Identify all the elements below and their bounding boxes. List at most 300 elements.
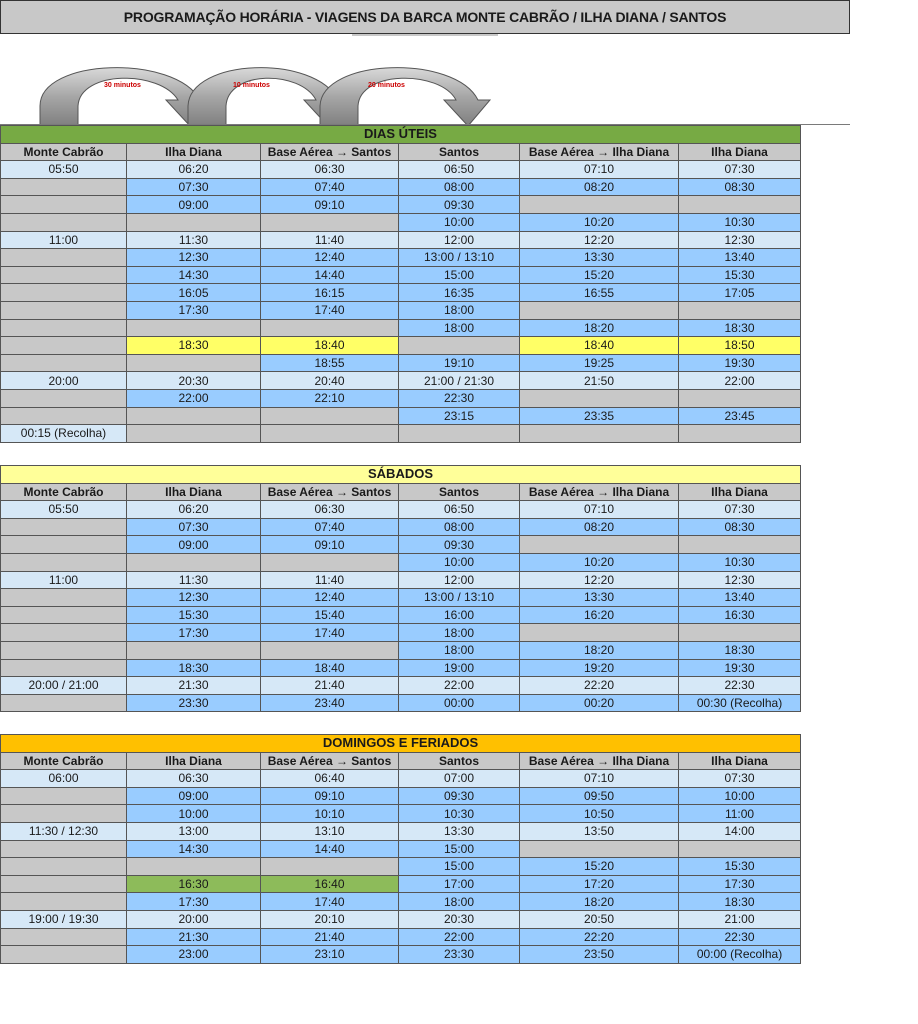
cell-base-aerea-santos: 20:40 [261, 372, 399, 390]
cell-santos: 18:00 [399, 624, 520, 642]
table-row [1, 875, 801, 893]
cell-santos: 20:30 [399, 910, 520, 928]
cell-santos: 09:30 [399, 536, 520, 554]
cell-ilha-diana-return: 16:30 [679, 606, 801, 624]
curved-arrow-icon [320, 68, 490, 126]
cell-santos: 13:00 / 13:10 [399, 249, 520, 267]
cell-santos: 17:00 [399, 875, 520, 893]
table-row [1, 606, 801, 624]
cell-ilha-diana: 23:30 [127, 694, 261, 712]
cell-monte-cabrao [1, 389, 127, 407]
cell-base-aerea-santos [261, 641, 399, 659]
cell-base-aerea-ilha-diana: 10:20 [520, 553, 679, 571]
table-row [1, 518, 801, 536]
cell-monte-cabrao: 11:30 / 12:30 [1, 822, 127, 840]
cell-ilha-diana-return: 07:30 [679, 770, 801, 788]
cell-base-aerea-ilha-diana: 18:20 [520, 319, 679, 337]
cell-santos: 07:00 [399, 770, 520, 788]
cell-monte-cabrao [1, 589, 127, 607]
cell-base-aerea-ilha-diana: 18:20 [520, 641, 679, 659]
cell-ilha-diana: 07:30 [127, 518, 261, 536]
schedule-table-sabados [0, 465, 801, 712]
cell-base-aerea-santos: 12:40 [261, 249, 399, 267]
table-row [1, 284, 801, 302]
cell-ilha-diana-return [679, 301, 801, 319]
cell-base-aerea-santos: 18:40 [261, 659, 399, 677]
cell-ilha-diana [127, 641, 261, 659]
cell-santos: 10:00 [399, 213, 520, 231]
cell-base-aerea-santos: 23:10 [261, 946, 399, 964]
table-row [1, 501, 801, 519]
table-row [1, 694, 801, 712]
cell-ilha-diana-return: 23:45 [679, 407, 801, 425]
cell-monte-cabrao [1, 787, 127, 805]
cell-santos: 08:00 [399, 178, 520, 196]
cell-monte-cabrao [1, 536, 127, 554]
cell-ilha-diana [127, 319, 261, 337]
curved-arrow-icon [40, 68, 212, 126]
cell-monte-cabrao [1, 805, 127, 823]
column-header-row [1, 143, 801, 161]
cell-base-aerea-santos: 06:30 [261, 161, 399, 179]
cell-ilha-diana-return: 12:30 [679, 231, 801, 249]
table-row [1, 354, 801, 372]
cell-base-aerea-ilha-diana: 07:10 [520, 161, 679, 179]
table-row [1, 319, 801, 337]
cell-ilha-diana: 18:30 [127, 659, 261, 677]
cell-ilha-diana-return [679, 624, 801, 642]
cell-santos: 22:00 [399, 928, 520, 946]
cell-ilha-diana-return [679, 536, 801, 554]
cell-ilha-diana-return: 08:30 [679, 178, 801, 196]
cell-base-aerea-santos [261, 407, 399, 425]
table-row [1, 536, 801, 554]
col-header-santos: Santos [399, 143, 520, 161]
cell-ilha-diana: 18:30 [127, 337, 261, 355]
cell-base-aerea-santos: 09:10 [261, 536, 399, 554]
cell-base-aerea-santos: 09:10 [261, 787, 399, 805]
cell-base-aerea-ilha-diana [520, 624, 679, 642]
cell-base-aerea-ilha-diana [520, 389, 679, 407]
cell-base-aerea-santos: 18:55 [261, 354, 399, 372]
cell-santos: 00:00 [399, 694, 520, 712]
cell-ilha-diana: 17:30 [127, 624, 261, 642]
cell-base-aerea-ilha-diana: 13:50 [520, 822, 679, 840]
cell-monte-cabrao [1, 858, 127, 876]
col-header-ilha-diana: Ilha Diana [127, 143, 261, 161]
col-header-ilha-diana: Ilha Diana [127, 752, 261, 770]
cell-santos: 18:00 [399, 319, 520, 337]
cell-ilha-diana: 09:00 [127, 196, 261, 214]
cell-ilha-diana-return: 08:30 [679, 518, 801, 536]
cell-ilha-diana [127, 858, 261, 876]
cell-base-aerea-ilha-diana: 22:20 [520, 677, 679, 695]
column-header-row [1, 483, 801, 501]
cell-base-aerea-ilha-diana: 17:20 [520, 875, 679, 893]
cell-base-aerea-santos: 07:40 [261, 518, 399, 536]
cell-monte-cabrao: 11:00 [1, 571, 127, 589]
table-title: DIAS ÚTEIS [1, 126, 801, 144]
cell-base-aerea-santos [261, 425, 399, 443]
cell-santos: 18:00 [399, 641, 520, 659]
cell-base-aerea-santos: 10:10 [261, 805, 399, 823]
cell-base-aerea-santos: 14:40 [261, 266, 399, 284]
table-row [1, 425, 801, 443]
cell-base-aerea-ilha-diana: 07:10 [520, 770, 679, 788]
table-row [1, 770, 801, 788]
cell-base-aerea-santos: 17:40 [261, 624, 399, 642]
cell-base-aerea-ilha-diana: 21:50 [520, 372, 679, 390]
schedule-table-dias-uteis [0, 125, 801, 443]
cell-ilha-diana: 06:20 [127, 161, 261, 179]
cell-base-aerea-santos: 11:40 [261, 571, 399, 589]
table-row [1, 372, 801, 390]
cell-base-aerea-santos: 11:40 [261, 231, 399, 249]
table-title-row [1, 466, 801, 484]
cell-santos: 19:10 [399, 354, 520, 372]
cell-santos: 16:35 [399, 284, 520, 302]
cell-base-aerea-ilha-diana: 10:20 [520, 213, 679, 231]
transit-arrows-diagram [0, 40, 500, 130]
table-title-row [1, 126, 801, 144]
cell-base-aerea-ilha-diana: 18:20 [520, 893, 679, 911]
col-header-base-aerea-santos: Base Aérea → Santos [261, 752, 399, 770]
cell-santos: 10:30 [399, 805, 520, 823]
cell-ilha-diana-return: 00:30 (Recolha) [679, 694, 801, 712]
arrow-label-2: 10 minutos [233, 82, 270, 89]
cell-ilha-diana-return: 11:00 [679, 805, 801, 823]
cell-base-aerea-ilha-diana: 07:10 [520, 501, 679, 519]
cell-base-aerea-ilha-diana: 20:50 [520, 910, 679, 928]
cell-monte-cabrao [1, 354, 127, 372]
table-row [1, 677, 801, 695]
cell-ilha-diana-return: 12:30 [679, 571, 801, 589]
table-row [1, 910, 801, 928]
table-row [1, 840, 801, 858]
cell-santos: 09:30 [399, 196, 520, 214]
cell-santos: 15:00 [399, 266, 520, 284]
title-underline [352, 34, 498, 36]
cell-base-aerea-santos: 15:40 [261, 606, 399, 624]
column-header-row [1, 752, 801, 770]
cell-ilha-diana: 06:20 [127, 501, 261, 519]
page-title [0, 0, 850, 34]
cell-santos: 15:00 [399, 840, 520, 858]
cell-ilha-diana-return: 10:30 [679, 553, 801, 571]
cell-ilha-diana: 06:30 [127, 770, 261, 788]
col-header-ilha-diana-return: Ilha Diana [679, 483, 801, 501]
cell-santos: 16:00 [399, 606, 520, 624]
cell-ilha-diana-return: 10:30 [679, 213, 801, 231]
cell-base-aerea-ilha-diana: 19:25 [520, 354, 679, 372]
cell-ilha-diana-return: 22:30 [679, 677, 801, 695]
cell-ilha-diana-return: 14:00 [679, 822, 801, 840]
table-row [1, 249, 801, 267]
cell-ilha-diana-return: 21:00 [679, 910, 801, 928]
cell-santos [399, 337, 520, 355]
cell-ilha-diana-return [679, 425, 801, 443]
table-row [1, 178, 801, 196]
cell-ilha-diana-return: 07:30 [679, 161, 801, 179]
cell-base-aerea-santos: 20:10 [261, 910, 399, 928]
cell-base-aerea-ilha-diana [520, 301, 679, 319]
cell-ilha-diana-return: 13:40 [679, 249, 801, 267]
cell-monte-cabrao: 11:00 [1, 231, 127, 249]
cell-ilha-diana: 13:00 [127, 822, 261, 840]
cell-ilha-diana: 23:00 [127, 946, 261, 964]
cell-base-aerea-santos [261, 553, 399, 571]
cell-base-aerea-santos: 23:40 [261, 694, 399, 712]
cell-santos: 09:30 [399, 787, 520, 805]
cell-monte-cabrao [1, 659, 127, 677]
cell-ilha-diana [127, 354, 261, 372]
cell-base-aerea-ilha-diana: 22:20 [520, 928, 679, 946]
cell-base-aerea-ilha-diana: 23:50 [520, 946, 679, 964]
arrow-label-1: 30 minutos [104, 82, 141, 89]
cell-base-aerea-ilha-diana: 09:50 [520, 787, 679, 805]
cell-monte-cabrao [1, 553, 127, 571]
col-header-base-aerea-ilha-diana: Base Aérea → Ilha Diana [520, 752, 679, 770]
table-row [1, 893, 801, 911]
cell-ilha-diana-return [679, 389, 801, 407]
cell-base-aerea-ilha-diana [520, 196, 679, 214]
cell-ilha-diana: 14:30 [127, 840, 261, 858]
col-header-base-aerea-santos: Base Aérea → Santos [261, 483, 399, 501]
table-row [1, 787, 801, 805]
table-title: DOMINGOS E FERIADOS [1, 735, 801, 753]
cell-ilha-diana [127, 553, 261, 571]
table-row [1, 266, 801, 284]
table-row [1, 571, 801, 589]
table-title-row [1, 735, 801, 753]
table-row [1, 805, 801, 823]
cell-ilha-diana-return: 10:00 [679, 787, 801, 805]
cell-ilha-diana: 09:00 [127, 787, 261, 805]
cell-base-aerea-santos: 17:40 [261, 301, 399, 319]
cell-monte-cabrao: 05:50 [1, 161, 127, 179]
cell-ilha-diana-return: 22:00 [679, 372, 801, 390]
cell-ilha-diana: 11:30 [127, 231, 261, 249]
cell-santos: 18:00 [399, 301, 520, 319]
cell-monte-cabrao [1, 624, 127, 642]
cell-base-aerea-ilha-diana: 13:30 [520, 249, 679, 267]
cell-santos: 06:50 [399, 501, 520, 519]
cell-monte-cabrao [1, 946, 127, 964]
cell-ilha-diana-return: 13:40 [679, 589, 801, 607]
cell-ilha-diana-return: 15:30 [679, 858, 801, 876]
cell-monte-cabrao [1, 641, 127, 659]
cell-base-aerea-santos: 07:40 [261, 178, 399, 196]
cell-base-aerea-ilha-diana: 13:30 [520, 589, 679, 607]
cell-monte-cabrao [1, 319, 127, 337]
cell-ilha-diana: 10:00 [127, 805, 261, 823]
cell-santos: 13:00 / 13:10 [399, 589, 520, 607]
col-header-ilha-diana: Ilha Diana [127, 483, 261, 501]
table-row [1, 822, 801, 840]
cell-monte-cabrao [1, 840, 127, 858]
cell-ilha-diana-return: 22:30 [679, 928, 801, 946]
cell-base-aerea-ilha-diana [520, 536, 679, 554]
cell-santos [399, 425, 520, 443]
table-row [1, 231, 801, 249]
cell-monte-cabrao [1, 875, 127, 893]
schedule-table-domingos-feriados [0, 734, 801, 964]
cell-base-aerea-santos: 09:10 [261, 196, 399, 214]
cell-ilha-diana-return: 00:00 (Recolha) [679, 946, 801, 964]
cell-base-aerea-santos: 21:40 [261, 928, 399, 946]
cell-monte-cabrao [1, 407, 127, 425]
cell-base-aerea-ilha-diana: 16:55 [520, 284, 679, 302]
cell-base-aerea-santos [261, 858, 399, 876]
cell-monte-cabrao: 20:00 [1, 372, 127, 390]
col-header-monte-cabrao: Monte Cabrão [1, 752, 127, 770]
table-row [1, 161, 801, 179]
cell-base-aerea-santos: 17:40 [261, 893, 399, 911]
table-row [1, 337, 801, 355]
cell-monte-cabrao: 00:15 (Recolha) [1, 425, 127, 443]
cell-base-aerea-santos: 18:40 [261, 337, 399, 355]
cell-base-aerea-ilha-diana [520, 840, 679, 858]
cell-ilha-diana-return: 19:30 [679, 354, 801, 372]
cell-monte-cabrao [1, 284, 127, 302]
cell-ilha-diana: 21:30 [127, 677, 261, 695]
cell-base-aerea-ilha-diana: 15:20 [520, 858, 679, 876]
cell-ilha-diana-return: 07:30 [679, 501, 801, 519]
cell-ilha-diana-return: 19:30 [679, 659, 801, 677]
cell-monte-cabrao: 19:00 / 19:30 [1, 910, 127, 928]
cell-base-aerea-ilha-diana: 16:20 [520, 606, 679, 624]
cell-base-aerea-ilha-diana: 15:20 [520, 266, 679, 284]
cell-ilha-diana-return: 15:30 [679, 266, 801, 284]
cell-ilha-diana: 17:30 [127, 301, 261, 319]
cell-santos: 10:00 [399, 553, 520, 571]
cell-ilha-diana-return: 18:30 [679, 319, 801, 337]
cell-santos: 08:00 [399, 518, 520, 536]
cell-monte-cabrao [1, 694, 127, 712]
cell-ilha-diana: 20:00 [127, 910, 261, 928]
cell-base-aerea-santos: 21:40 [261, 677, 399, 695]
cell-monte-cabrao [1, 213, 127, 231]
table-row [1, 407, 801, 425]
cell-monte-cabrao [1, 301, 127, 319]
table-row [1, 553, 801, 571]
cell-base-aerea-ilha-diana: 08:20 [520, 518, 679, 536]
cell-santos: 23:30 [399, 946, 520, 964]
cell-monte-cabrao: 05:50 [1, 501, 127, 519]
table-row [1, 641, 801, 659]
cell-ilha-diana-return: 18:30 [679, 641, 801, 659]
cell-santos: 22:00 [399, 677, 520, 695]
cell-ilha-diana: 20:30 [127, 372, 261, 390]
cell-ilha-diana-return [679, 840, 801, 858]
cell-santos: 21:00 / 21:30 [399, 372, 520, 390]
cell-ilha-diana: 11:30 [127, 571, 261, 589]
cell-ilha-diana: 14:30 [127, 266, 261, 284]
cell-base-aerea-santos: 22:10 [261, 389, 399, 407]
cell-base-aerea-santos: 14:40 [261, 840, 399, 858]
cell-monte-cabrao: 06:00 [1, 770, 127, 788]
page-title-text: PROGRAMAÇÃO HORÁRIA - VIAGENS DA BARCA MONTE CABRÃO / ILHA DIANA / SANTOS [123, 9, 727, 25]
col-header-monte-cabrao: Monte Cabrão [1, 143, 127, 161]
arrow-label-3: 20 minutos [368, 82, 405, 89]
cell-santos: 19:00 [399, 659, 520, 677]
cell-monte-cabrao [1, 196, 127, 214]
table-row [1, 858, 801, 876]
col-header-santos: Santos [399, 483, 520, 501]
cell-base-aerea-santos [261, 213, 399, 231]
cell-ilha-diana-return: 18:30 [679, 893, 801, 911]
cell-monte-cabrao [1, 893, 127, 911]
cell-base-aerea-santos: 06:30 [261, 501, 399, 519]
cell-monte-cabrao [1, 178, 127, 196]
cell-base-aerea-ilha-diana [520, 425, 679, 443]
col-header-base-aerea-ilha-diana: Base Aérea → Ilha Diana [520, 483, 679, 501]
cell-monte-cabrao: 20:00 / 21:00 [1, 677, 127, 695]
cell-santos: 15:00 [399, 858, 520, 876]
cell-santos: 13:30 [399, 822, 520, 840]
cell-ilha-diana: 17:30 [127, 893, 261, 911]
cell-monte-cabrao [1, 249, 127, 267]
table-row [1, 196, 801, 214]
table-row [1, 589, 801, 607]
cell-ilha-diana: 15:30 [127, 606, 261, 624]
cell-base-aerea-santos: 13:10 [261, 822, 399, 840]
table-row [1, 928, 801, 946]
table-row [1, 213, 801, 231]
cell-base-aerea-ilha-diana: 18:40 [520, 337, 679, 355]
table-row [1, 624, 801, 642]
cell-santos: 12:00 [399, 571, 520, 589]
cell-ilha-diana [127, 213, 261, 231]
cell-base-aerea-santos: 16:15 [261, 284, 399, 302]
cell-ilha-diana-return: 17:30 [679, 875, 801, 893]
cell-base-aerea-ilha-diana: 12:20 [520, 571, 679, 589]
cell-monte-cabrao [1, 518, 127, 536]
cell-ilha-diana-return: 17:05 [679, 284, 801, 302]
table-row [1, 946, 801, 964]
table-row [1, 301, 801, 319]
cell-ilha-diana-return [679, 196, 801, 214]
cell-monte-cabrao [1, 606, 127, 624]
col-header-santos: Santos [399, 752, 520, 770]
table-row [1, 389, 801, 407]
col-header-monte-cabrao: Monte Cabrão [1, 483, 127, 501]
cell-santos: 23:15 [399, 407, 520, 425]
cell-ilha-diana: 16:30 [127, 875, 261, 893]
cell-base-aerea-ilha-diana: 19:20 [520, 659, 679, 677]
cell-base-aerea-santos: 12:40 [261, 589, 399, 607]
table-title: SÁBADOS [1, 466, 801, 484]
cell-santos: 12:00 [399, 231, 520, 249]
cell-ilha-diana [127, 407, 261, 425]
cell-monte-cabrao [1, 266, 127, 284]
cell-base-aerea-santos: 16:40 [261, 875, 399, 893]
col-header-base-aerea-ilha-diana: Base Aérea → Ilha Diana [520, 143, 679, 161]
cell-base-aerea-ilha-diana: 12:20 [520, 231, 679, 249]
cell-base-aerea-ilha-diana: 23:35 [520, 407, 679, 425]
cell-monte-cabrao [1, 928, 127, 946]
cell-base-aerea-ilha-diana: 00:20 [520, 694, 679, 712]
table-row [1, 659, 801, 677]
cell-ilha-diana [127, 425, 261, 443]
col-header-ilha-diana-return: Ilha Diana [679, 143, 801, 161]
cell-santos: 22:30 [399, 389, 520, 407]
cell-ilha-diana: 12:30 [127, 589, 261, 607]
col-header-base-aerea-santos: Base Aérea → Santos [261, 143, 399, 161]
cell-santos: 18:00 [399, 893, 520, 911]
cell-ilha-diana: 21:30 [127, 928, 261, 946]
cell-ilha-diana-return: 18:50 [679, 337, 801, 355]
